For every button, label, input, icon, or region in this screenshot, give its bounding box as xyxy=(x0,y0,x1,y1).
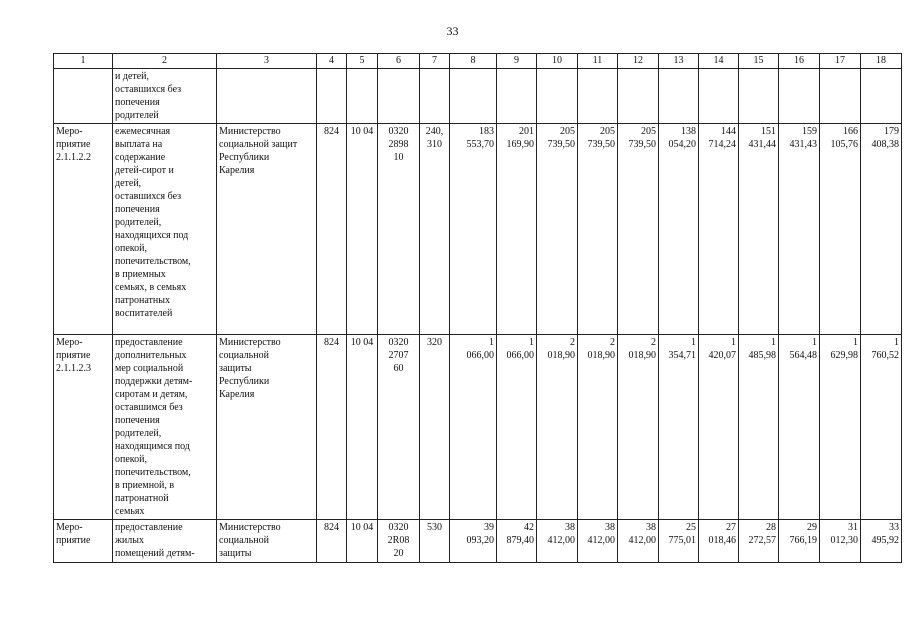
column-header: 10 xyxy=(537,54,578,69)
table-cell: 1 629,98 xyxy=(820,335,861,520)
table-cell: предоставление жилых помещений детям- xyxy=(113,520,217,563)
table-cell: 28 272,57 xyxy=(739,520,779,563)
table-cell: 179 408,38 xyxy=(861,124,902,335)
table-row xyxy=(54,335,902,520)
table-cell: 824 xyxy=(317,520,347,563)
column-header: 12 xyxy=(618,54,659,69)
table-cell xyxy=(378,69,420,124)
table-cell: 42 879,40 xyxy=(497,520,537,563)
table-cell: Меро- приятие xyxy=(54,520,113,563)
table-cell: 1 420,07 xyxy=(699,335,739,520)
table-cell: 1 354,71 xyxy=(659,335,699,520)
table-cell: Меро- приятие 2.1.1.2.2 xyxy=(54,124,113,335)
table-cell: 39 093,20 xyxy=(450,520,497,563)
table-cell: 33 495,92 xyxy=(861,520,902,563)
table-cell xyxy=(420,69,450,124)
table-cell: 2 018,90 xyxy=(618,335,659,520)
table-cell: 530 xyxy=(420,520,450,563)
table-cell xyxy=(217,69,317,124)
column-header: 1 xyxy=(54,54,113,69)
table-cell xyxy=(820,69,861,124)
column-header: 7 xyxy=(420,54,450,69)
table-cell: 824 xyxy=(317,124,347,335)
table-cell: 159 431,43 xyxy=(779,124,820,335)
table-cell: 320 xyxy=(420,335,450,520)
column-number-row xyxy=(54,54,902,69)
table-cell xyxy=(537,69,578,124)
column-header: 17 xyxy=(820,54,861,69)
table-cell: 10 04 xyxy=(347,124,378,335)
table-cell: предоставление дополнительных мер социальной поддержки детям- сиротам и детям, оставшимся без попечения родителей, находящимся под опекой, попечительством, в приемной, в патронатной семьях xyxy=(113,335,217,520)
table-cell: 151 431,44 xyxy=(739,124,779,335)
table-cell: 183 553,70 xyxy=(450,124,497,335)
table-row xyxy=(54,124,902,335)
table-cell: 1 564,48 xyxy=(779,335,820,520)
table-cell xyxy=(659,69,699,124)
table-cell: 38 412,00 xyxy=(618,520,659,563)
column-header: 6 xyxy=(378,54,420,69)
table-cell xyxy=(779,69,820,124)
table-cell xyxy=(699,69,739,124)
table-cell: и детей, оставшихся без попечения родителей xyxy=(113,69,217,124)
table-row xyxy=(54,520,902,563)
table-cell: 31 012,30 xyxy=(820,520,861,563)
table-cell xyxy=(861,69,902,124)
table-cell xyxy=(618,69,659,124)
page-number: 33 xyxy=(446,24,459,38)
column-header: 5 xyxy=(347,54,378,69)
table-cell: 166 105,76 xyxy=(820,124,861,335)
column-header: 11 xyxy=(578,54,618,69)
table-cell: 29 766,19 xyxy=(779,520,820,563)
table-cell: Министерство социальной защиты Республики Карелия xyxy=(217,335,317,520)
table-cell: 2 018,90 xyxy=(537,335,578,520)
table-cell: 0320 2898 10 xyxy=(378,124,420,335)
table-cell: 1 760,52 xyxy=(861,335,902,520)
table-cell xyxy=(578,69,618,124)
table-cell: Меро- приятие 2.1.1.2.3 xyxy=(54,335,113,520)
table-row xyxy=(54,69,902,124)
table-cell: 0320 2707 60 xyxy=(378,335,420,520)
column-header: 2 xyxy=(113,54,217,69)
column-header: 16 xyxy=(779,54,820,69)
budget-table xyxy=(53,53,902,563)
table-cell: Министерство социальной защиты xyxy=(217,520,317,563)
table-cell: 205 739,50 xyxy=(618,124,659,335)
table-cell: 10 04 xyxy=(347,335,378,520)
table-cell: 240, 310 xyxy=(420,124,450,335)
table-cell: 138 054,20 xyxy=(659,124,699,335)
table-cell xyxy=(317,69,347,124)
table-cell: 38 412,00 xyxy=(537,520,578,563)
table-cell: 205 739,50 xyxy=(537,124,578,335)
table-cell: 1 066,00 xyxy=(450,335,497,520)
table-cell: 205 739,50 xyxy=(578,124,618,335)
table-cell xyxy=(450,69,497,124)
table-cell: 1 066,00 xyxy=(497,335,537,520)
table-cell xyxy=(54,69,113,124)
table-cell: 1 485,98 xyxy=(739,335,779,520)
table-cell: 0320 2R08 20 xyxy=(378,520,420,563)
table-cell: 201 169,90 xyxy=(497,124,537,335)
column-header: 18 xyxy=(861,54,902,69)
column-header: 13 xyxy=(659,54,699,69)
column-header: 3 xyxy=(217,54,317,69)
table-cell: ежемесячная выплата на содержание детей-сирот и детей, оставшихся без попечения родителей, находящихся под опекой, попечительством, в приемных семьях, в семьях патронатных воспитателей xyxy=(113,124,217,335)
column-header: 8 xyxy=(450,54,497,69)
table-cell xyxy=(739,69,779,124)
column-header: 9 xyxy=(497,54,537,69)
table-cell xyxy=(497,69,537,124)
table-cell: 25 775,01 xyxy=(659,520,699,563)
table-cell: 144 714,24 xyxy=(699,124,739,335)
table-cell xyxy=(347,69,378,124)
table-cell: 27 018,46 xyxy=(699,520,739,563)
column-header: 4 xyxy=(317,54,347,69)
column-header: 15 xyxy=(739,54,779,69)
table-cell: 10 04 xyxy=(347,520,378,563)
table-cell: Министерство социальной защит Республики Карелия xyxy=(217,124,317,335)
table-cell: 824 xyxy=(317,335,347,520)
table-cell: 2 018,90 xyxy=(578,335,618,520)
column-header: 14 xyxy=(699,54,739,69)
table-cell: 38 412,00 xyxy=(578,520,618,563)
